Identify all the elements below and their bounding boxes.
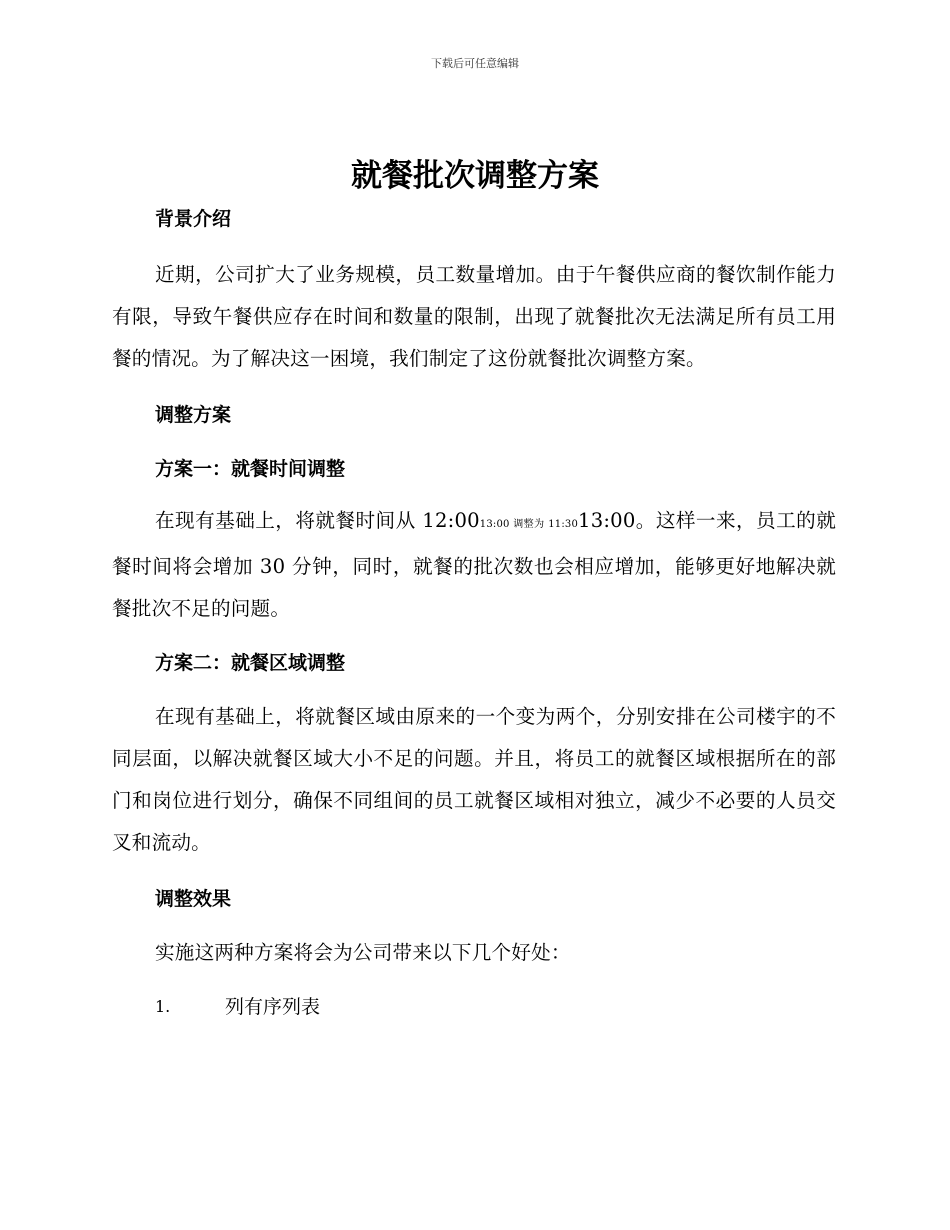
plan1-text-a: 在现有基础上，将就餐时间从 12:00 [155,509,480,532]
header-note: 下载后可任意编辑 [431,57,519,70]
list-item [112,988,836,1026]
plan1-paragraph [112,500,836,630]
plan2-heading: 方案二：就餐区域调整 [155,652,346,674]
list-item-number: 1. [155,997,171,1016]
plan1-heading: 方案一：就餐时间调整 [155,458,346,480]
background-paragraph: 近期，公司扩大了业务规模，员工数量增加。由于午餐供应商的餐饮制作能力有限，导致午餐供应存在时间和数量的限制，出现了就餐批次无法满足所有员工用餐的情况。为了解决这一困境，我们制定了这份就餐批次调整方案。 [112,263,836,370]
plan-heading: 调整方案 [155,404,232,426]
plan2-paragraph: 在现有基础上，将就餐区域由原来的一个变为两个，分别安排在公司楼宇的不同层面，以解决就餐区域大小不足的问题。并且，将员工的就餐区域根据所在的部门和岗位进行划分，确保不同组间的员工就餐区域相对独立，减少不必要的人员交叉和流动。 [112,705,836,854]
document-body [112,200,836,1026]
plan1-text-b: 13:00。这样一来，员工的就餐时间将会增加 30 分钟，同时，就餐的批次数也会相应增加，能够更好地解决就餐批次不足的问题。 [112,509,836,620]
effect-heading: 调整效果 [155,888,232,910]
document-title: 就餐批次调整方案 [351,158,599,194]
plan1-text-tiny: 13:00 调整为 11:30 [479,519,579,530]
list-item-text: 列有序列表 [225,996,321,1018]
effect-paragraph: 实施这两种方案将会为公司带来以下几个好处： [155,941,571,964]
background-heading: 背景介绍 [155,208,232,230]
